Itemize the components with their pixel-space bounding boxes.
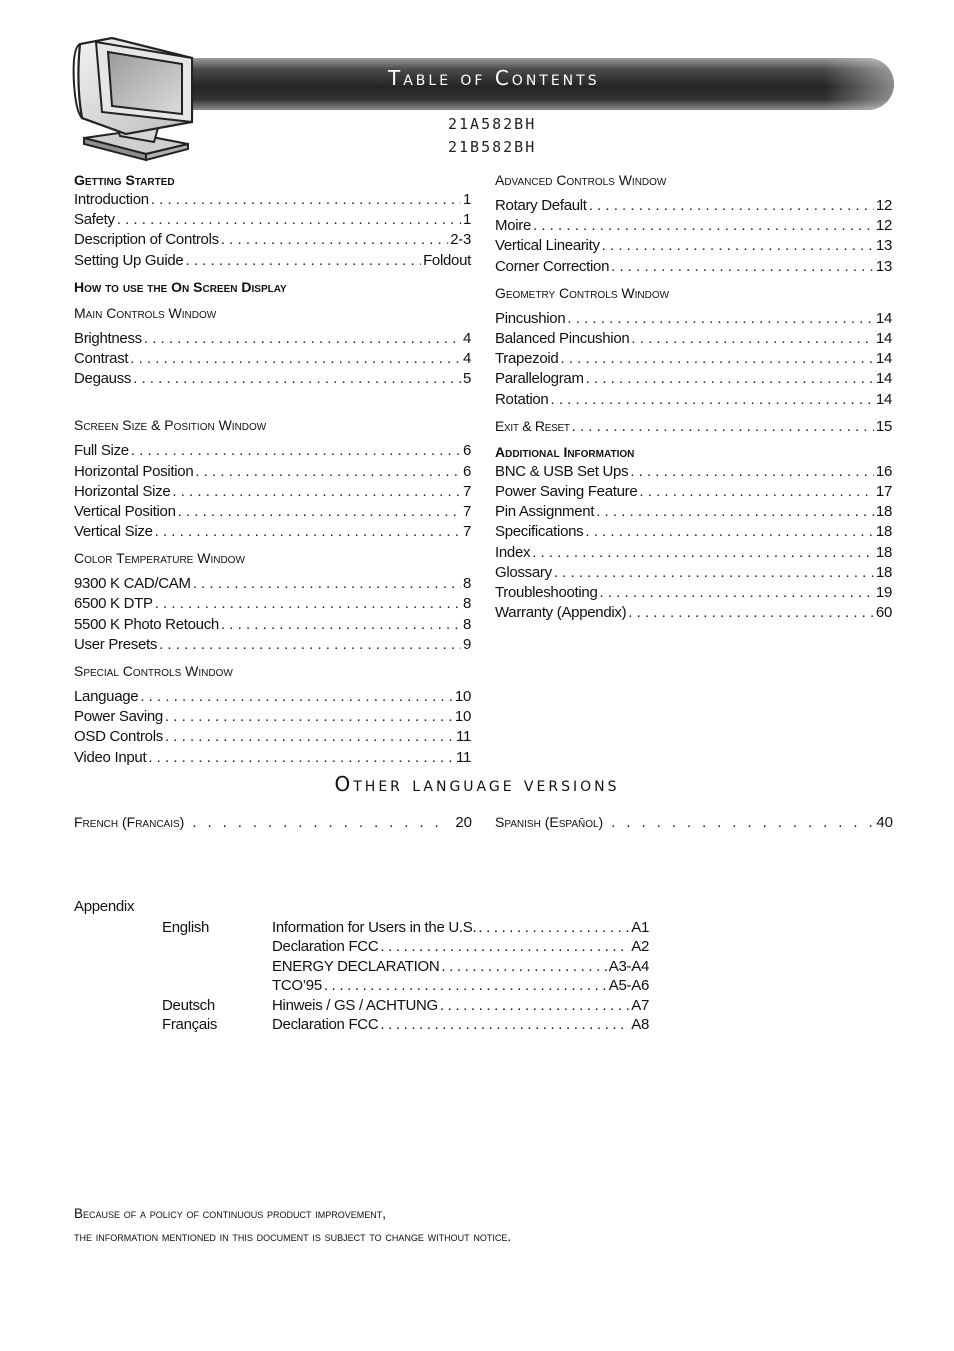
toc-entry[interactable] (495, 257, 892, 277)
section-heading: How to use the On Screen Display (74, 278, 287, 295)
toc-page-number: 14 (875, 309, 892, 327)
toc-entry[interactable] (74, 251, 471, 271)
leader-dots (630, 462, 874, 482)
appendix-entry-label: TCO’95 (272, 977, 322, 995)
toc-entry[interactable] (74, 594, 471, 614)
appendix-page-number: A5-A6 (608, 977, 649, 995)
toc-page-number: 7 (462, 523, 471, 541)
toc-page-number: 16 (875, 462, 892, 480)
toc-entry[interactable] (495, 583, 892, 603)
leader-dots (148, 748, 454, 768)
toc-entry[interactable] (495, 522, 892, 542)
toc-page-number: 12 (875, 217, 892, 235)
subsection-heading: Screen Size & Position Window (74, 417, 267, 434)
appendix-entry-label: Information for Users in the U.S. (272, 919, 477, 936)
toc-entry-label: Specifications (495, 523, 584, 541)
toc-page-number: 14 (875, 350, 892, 368)
other-languages-heading: Other language versions (334, 772, 620, 796)
model-number: 21B582BH (448, 138, 537, 156)
toc-entry[interactable] (495, 482, 892, 502)
notice-line-1: Because of a policy of continuous product improvement, (74, 1206, 387, 1221)
toc-page-number: 6 (462, 442, 471, 460)
toc-entry-label: Parallelogram (495, 370, 584, 388)
toc-page-number: 7 (462, 502, 471, 520)
toc-page-number: 10 (454, 708, 471, 726)
toc-entry[interactable] (74, 349, 471, 369)
appendix-language: Deutsch (162, 996, 215, 1014)
toc-entry[interactable] (495, 563, 892, 583)
toc-entry[interactable] (495, 416, 892, 436)
toc-page-number: 14 (875, 390, 892, 408)
toc-entry-spanish[interactable] (495, 811, 893, 833)
model-number: 21A582BH (448, 115, 537, 133)
toc-page-number: 40 (876, 814, 893, 831)
toc-page-number: 12 (875, 197, 892, 214)
toc-entry-label: Trapezoid (495, 350, 559, 368)
toc-entry-label: Spanish (Español) (495, 814, 604, 830)
toc-entry-label: OSD Controls (74, 728, 163, 746)
toc-entry[interactable] (495, 196, 892, 216)
toc-entry-label: Power Saving (74, 708, 163, 726)
leader-dots (221, 230, 448, 250)
leader-dots (441, 957, 606, 976)
leader-dots (165, 727, 454, 747)
toc-entry[interactable] (74, 369, 471, 389)
toc-page-number: 8 (462, 595, 471, 613)
spacer (74, 389, 471, 415)
toc-entry-label: Horizontal Size (74, 482, 171, 500)
toc-page-number: 5 (462, 370, 471, 388)
toc-entry-label: Contrast (74, 349, 129, 367)
leader-dots (611, 257, 874, 277)
appendix-language: English (162, 919, 210, 936)
toc-entry[interactable] (495, 309, 892, 329)
leader-dots (440, 996, 629, 1015)
toc-page-number: 20 (455, 814, 472, 831)
appendix-language: Français (162, 1016, 218, 1033)
leader-dots (155, 522, 461, 542)
page-title: Table of Contents (388, 66, 600, 90)
toc-page-number: 7 (462, 482, 471, 500)
leader-dots (600, 583, 874, 603)
toc-entry-label: Description of Controls (74, 231, 219, 249)
leader-dots (380, 937, 629, 956)
appendix-entry (272, 937, 649, 956)
toc-entry[interactable] (74, 230, 471, 250)
toc-entry[interactable] (495, 390, 892, 410)
toc-entry[interactable] (495, 502, 892, 522)
toc-page-number: 14 (875, 370, 892, 388)
toc-page-number: 9 (462, 635, 471, 653)
toc-entry-label: Power Saving Feature (495, 483, 638, 501)
toc-page-number: 13 (875, 257, 892, 275)
toc-entry-label: Setting Up Guide (74, 251, 184, 269)
leader-dots (478, 918, 629, 937)
toc-page-number: 11 (456, 748, 471, 766)
toc-right-column (495, 170, 892, 623)
toc-entry[interactable] (74, 687, 471, 707)
toc-page-number: 8 (462, 575, 471, 593)
toc-page-number: 4 (462, 329, 471, 347)
toc-entry[interactable] (495, 543, 892, 563)
leader-dots (159, 635, 461, 655)
toc-page-number: 17 (875, 483, 892, 501)
subsection-heading: Color Temperature Window (74, 550, 245, 567)
appendix-entry (272, 1015, 649, 1034)
toc-entry-label: Vertical Size (74, 523, 153, 541)
leader-dots (589, 196, 874, 216)
toc-entry[interactable] (495, 462, 892, 482)
toc-entry[interactable] (74, 190, 471, 210)
leader-dots (195, 462, 461, 482)
leader-dots (130, 349, 461, 369)
leader-dots (165, 707, 453, 727)
appendix-heading: Appendix (74, 898, 135, 915)
toc-entry-label: Full Size (74, 442, 129, 460)
toc-page-number: 60 (875, 604, 892, 622)
subsection-heading: Main Controls Window (74, 304, 217, 321)
toc-page-number: 11 (456, 728, 471, 746)
toc-left-column (74, 170, 471, 768)
leader-dots (192, 812, 451, 834)
toc-entry[interactable] (74, 748, 471, 768)
toc-page-number: 13 (875, 237, 892, 255)
subsection-heading: Geometry Controls Window (495, 284, 670, 301)
toc-entry[interactable] (74, 635, 471, 655)
leader-dots (611, 812, 872, 834)
leader-dots (155, 594, 461, 614)
toc-entry-label: 5500 K Photo Retouch (74, 615, 219, 633)
toc-entry[interactable] (74, 615, 471, 635)
toc-entry-label: Language (74, 688, 139, 705)
toc-entry[interactable] (495, 603, 892, 623)
section-heading: Getting Started (74, 172, 175, 188)
leader-dots (554, 563, 874, 583)
toc-entry-label: User Presets (74, 635, 158, 653)
leader-dots (178, 502, 461, 522)
toc-entry-label: 6500 K DTP (74, 595, 153, 613)
toc-page-number: Foldout (423, 251, 471, 269)
toc-page-number: 2-3 (450, 231, 471, 249)
leader-dots (151, 190, 461, 210)
leader-dots (133, 369, 461, 389)
appendix-entry-label: Hinweis / GS / ACHTUNG (272, 996, 438, 1014)
leader-dots (221, 615, 461, 635)
leader-dots (172, 482, 461, 502)
appendix-entry (272, 918, 649, 937)
appendix-page-number: A8 (631, 1016, 649, 1033)
toc-entry-label: Rotation (495, 390, 549, 408)
toc-entry-label: Horizontal Position (74, 462, 194, 480)
toc-entry[interactable] (74, 462, 471, 482)
toc-page-number: 1 (462, 211, 471, 229)
leader-dots (550, 390, 873, 410)
toc-entry-label: Safety (74, 211, 115, 229)
appendix-page-number: A2 (631, 938, 649, 956)
toc-entry-label: Exit & Reset (495, 417, 570, 434)
toc-page-number: 18 (875, 563, 892, 581)
toc-entry[interactable] (495, 329, 892, 349)
toc-page-number: 1 (462, 191, 471, 208)
appendix-page-number: A3-A4 (608, 957, 649, 975)
leader-dots (567, 309, 874, 329)
leader-dots (628, 603, 874, 623)
appendix-entry (272, 976, 649, 995)
subsection-heading: Special Controls Window (74, 663, 233, 679)
toc-page-number: 19 (875, 584, 892, 601)
toc-entry-label: Warranty (Appendix) (495, 604, 627, 622)
subsection-heading: Advanced Controls Window (495, 172, 667, 188)
toc-entry[interactable] (74, 329, 471, 349)
leader-dots (324, 976, 607, 995)
section-heading: Additional Information (495, 443, 635, 460)
leader-dots (602, 236, 874, 256)
appendix-entry (272, 996, 649, 1015)
leader-dots (560, 349, 873, 369)
toc-entry[interactable] (74, 574, 471, 594)
appendix-entry-label: Declaration FCC (272, 938, 379, 956)
toc-page-number: 15 (875, 417, 892, 435)
toc-page-number: 18 (875, 543, 892, 561)
appendix-entry-label: ENERGY DECLARATION (272, 957, 440, 975)
toc-entry[interactable] (495, 236, 892, 256)
leader-dots (631, 329, 874, 349)
toc-page-number: 14 (875, 329, 892, 347)
monitor-icon (66, 34, 198, 164)
leader-dots (639, 482, 873, 502)
toc-entry[interactable] (74, 727, 471, 747)
toc-entry-label: Rotary Default (495, 197, 587, 214)
toc-page-number: 8 (462, 615, 471, 633)
toc-entry[interactable] (74, 707, 471, 727)
notice-line-2: the information mentioned in this document is subject to change without notice. (74, 1229, 512, 1244)
toc-entry-label: Vertical Linearity (495, 237, 600, 255)
leader-dots (533, 216, 874, 236)
toc-entry[interactable] (74, 482, 471, 502)
appendix-entry-label: Declaration FCC (272, 1016, 379, 1033)
leader-dots (585, 522, 874, 542)
toc-entry-label: French (Francais) (74, 814, 185, 830)
toc-entry-label: Introduction (74, 191, 149, 208)
toc-page-number: 4 (462, 349, 471, 367)
leader-dots (140, 687, 453, 707)
toc-entry-label: Balanced Pincushion (495, 329, 630, 347)
leader-dots (596, 502, 874, 522)
leader-dots (144, 329, 461, 349)
toc-entry-label: Pin Assignment (495, 503, 595, 521)
toc-entry-label: BNC & USB Set Ups (495, 462, 629, 480)
toc-entry[interactable] (495, 349, 892, 369)
toc-page-number: 18 (875, 503, 892, 521)
toc-entry-label: 9300 K CAD/CAM (74, 575, 191, 593)
toc-entry-label: Troubleshooting (495, 584, 598, 601)
leader-dots (572, 417, 874, 437)
toc-entry-label: Corner Correction (495, 257, 610, 275)
toc-page-number: 18 (875, 523, 892, 541)
toc-entry-label: Vertical Position (74, 502, 176, 520)
toc-entry-label: Video Input (74, 748, 147, 766)
toc-entry-french[interactable] (74, 811, 472, 833)
leader-dots (532, 543, 874, 563)
toc-entry-label: Glossary (495, 563, 552, 581)
toc-entry[interactable] (495, 369, 892, 389)
toc-entry[interactable] (74, 502, 471, 522)
toc-entry-label: Moire (495, 217, 532, 235)
appendix-page-number: A1 (631, 919, 649, 936)
leader-dots (131, 441, 461, 461)
toc-entry-label: Degauss (74, 370, 132, 388)
leader-dots (193, 574, 461, 594)
toc-entry[interactable] (74, 522, 471, 542)
leader-dots (185, 251, 421, 271)
toc-entry[interactable] (74, 441, 471, 461)
toc-entry[interactable] (74, 210, 471, 230)
toc-entry-label: Index (495, 543, 531, 561)
appendix-page-number: A7 (631, 996, 649, 1014)
toc-entry[interactable] (495, 216, 892, 236)
leader-dots (586, 369, 874, 389)
leader-dots (380, 1015, 629, 1034)
toc-page-number: 6 (462, 462, 471, 480)
toc-page-number: 10 (454, 688, 471, 705)
toc-entry-label: Pincushion (495, 309, 566, 327)
toc-entry-label: Brightness (74, 329, 142, 347)
leader-dots (117, 210, 461, 230)
appendix-entry (272, 957, 649, 976)
